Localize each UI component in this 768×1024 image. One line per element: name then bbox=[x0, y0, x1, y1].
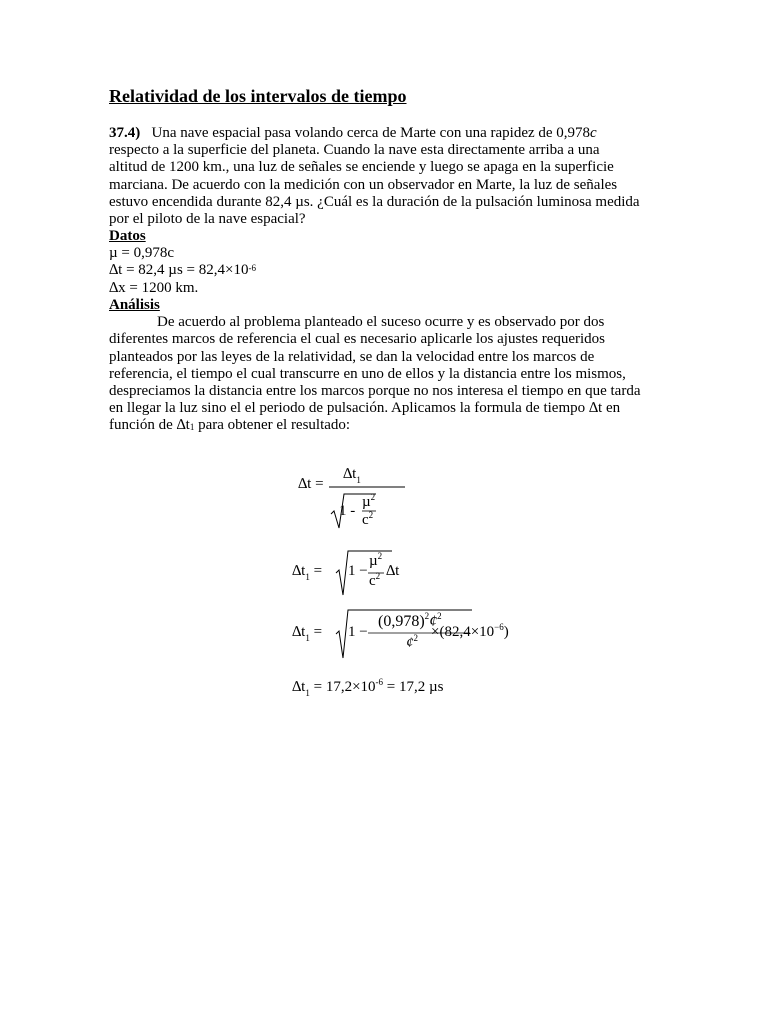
analisis-line-2: diferentes marcos de referencia el cual es necesario aplicarle los ajustes requeridos bbox=[109, 331, 606, 348]
datos-distance: ∆x = 1200 km. bbox=[109, 279, 199, 296]
equation-2-lhs: $\Delta t_1$ = bbox=[292, 563, 323, 582]
equation-1-c: $c^2$ bbox=[362, 510, 374, 528]
equation-3-lhs: $\Delta t_1$ = bbox=[292, 624, 323, 643]
equation-3-tail: $\times(82,4\times 10^{-6})$ bbox=[431, 622, 509, 640]
analisis-section bbox=[109, 297, 640, 435]
equation-3-denominator: ¢$^2$ bbox=[406, 633, 418, 651]
datos-heading: Datos bbox=[109, 228, 146, 244]
problem-line-5: estuvo encendida durante 82,4 µs. ¿Cuál es la duración de la pulsación luminosa medida bbox=[109, 193, 640, 210]
problem-number: 37.4) bbox=[109, 125, 141, 141]
datos-time: ∆t = 82,4 $\mu s = 82,4\times 10^{-6}$ bbox=[109, 262, 256, 279]
analisis-heading: Análisis bbox=[109, 297, 160, 313]
equation-2-mu: µ$^2$ bbox=[369, 551, 383, 569]
equation-4 bbox=[292, 679, 443, 696]
analisis-line-7: función de $\Delta t_1$ para obtener el resultado: bbox=[109, 417, 351, 434]
problem-line-2: respecto a la superficie del planeta. Cuando la nave esta directamente arriba a una bbox=[109, 142, 600, 159]
datos-velocity: µ = 0,978c bbox=[109, 245, 175, 262]
problem-line-6: por el piloto de la nave espacial? bbox=[109, 211, 306, 228]
analisis-line-4: referencia, el tiempo el cual transcurre en uno de ellos y la distancia entre los mismos, bbox=[109, 365, 626, 382]
equation-2-c: $c^2$ bbox=[369, 571, 381, 589]
analisis-line-6: en llegar la luz sino el el periodo de pulsación. Aplicamos la formula de tiempo ∆t en bbox=[109, 400, 621, 417]
analisis-line-1: De acuerdo al problema planteado el suceso ocurre y es observado por dos bbox=[157, 314, 605, 331]
problem-line-1: 37.4) Una nave espacial pasa volando cerca de Marte con una rapidez de 0,978c bbox=[109, 125, 597, 141]
equation-1-mu: µ$^2$ bbox=[362, 492, 376, 510]
analisis-line-3: planteados por las leyes de la relatividad, se dan la velocidad entre los marcos de bbox=[109, 348, 595, 365]
problem-statement bbox=[109, 125, 640, 228]
equation-1-numerator: $\Delta t_1$ bbox=[343, 466, 361, 485]
datos-section bbox=[109, 228, 256, 297]
equation-3-numerator: $(0,978)^2¢^2$ bbox=[378, 611, 442, 630]
problem-line-3: altitud de 1200 km., una luz de señales se enciende y luego se apaga en la superficie bbox=[109, 159, 614, 176]
problem-line-4: marciana. De acuerdo con la medición con un observador en Marte, la luz de señales bbox=[109, 176, 618, 193]
equation-4-result: $\Delta t_1 = 17,2\times 10^{-6} = 17,2$ µs bbox=[292, 677, 444, 698]
page-title: Relatividad de los intervalos de tiempo bbox=[109, 86, 407, 106]
analisis-line-5: despreciamos la distancia entre los marcos porque no nos interesa el tiempo en que tarda bbox=[109, 383, 641, 400]
